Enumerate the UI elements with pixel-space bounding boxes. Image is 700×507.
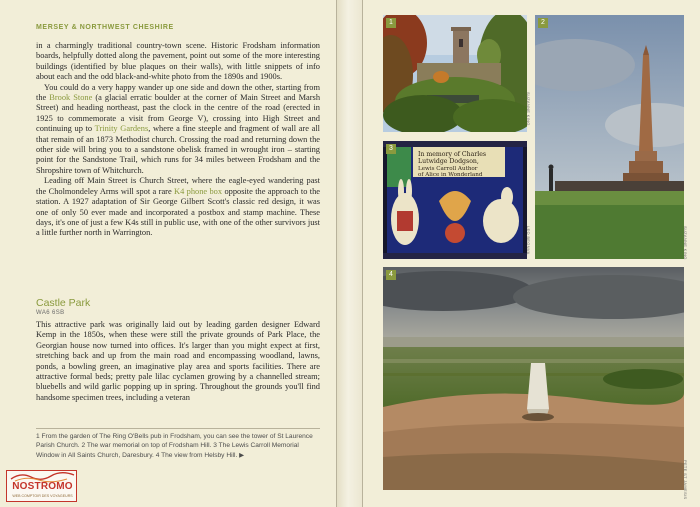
photo-number-badge: 3 [386, 144, 396, 154]
book-gutter [336, 0, 363, 507]
svg-text:Lutwidge Dodgson,: Lutwidge Dodgson, [418, 158, 479, 165]
left-page [0, 0, 336, 507]
section-postcode: WA6 6SB [36, 310, 65, 316]
photo-2-war-memorial [535, 15, 684, 259]
nostromo-logo [6, 470, 77, 502]
highlight-brook-stone: Brook Stone [49, 93, 93, 103]
paragraph-3: Leading off Main Street is Church Street, where the eagle-eyed wandering past the Cholmondeley Arms will spot a rare K4 phone box opposite the approach to the station. A 1927 adaptation of Sir George Gilbert Scott's classic red design, it was one of only 50 ever made and incorporated a postbox and stamp machine. These days, it's one of just a few K4s still in public use, with one of the other survivors just a little further north in Warrington. [36, 176, 320, 238]
photo-1-credit: SUZANNE KING [526, 92, 531, 126]
highlight-trinity-gardens: Trinity Gardens [94, 124, 149, 134]
running-head: MERSEY & NORTHWEST CHESHIRE [36, 24, 174, 31]
section-heading-castle-park: Castle Park [36, 297, 91, 309]
photo-captions: 1 From the garden of The Ring O'Bells pub in Frodsham, you can see the tower of St Laurence Parish Church. 2 The war memorial on top of Frodsham Hill. 3 The Lewis Carroll Memorial Window in All Saints Church, Daresbury. 4 The view from Helsby Hill. ▶ [36, 433, 313, 459]
highlight-k4-phone-box: K4 phone box [174, 186, 223, 196]
svg-text:of Alice in Wonderland: of Alice in Wonderland [418, 172, 483, 178]
logo-subtitle: WEB COMPTOIR DES VOYAGEURS [12, 494, 73, 498]
paragraph-1: in a charmingly traditional country-town scene. Historic Frodsham information boards, helpfully dotted along the pavement, point out some of the more interesting buildings (identified by blue plaques on their walls), with little snippets of info about each and the odd black-and-white photo from the 1890s and 1900s. [36, 41, 320, 82]
photo-4-credit: PETE ST JAMES/S [683, 460, 688, 500]
svg-text:In memory of Charles: In memory of Charles [418, 151, 487, 158]
photo-2-credit: SUZANNE KING [683, 226, 688, 260]
right-page [363, 0, 700, 507]
paragraph-castle-park: This attractive park was originally laid out by leading garden designer Edward Kemp in the 1850s, when these were still the private grounds of Park Place, the Georgian house now turned into offices. It's larger than you might expect at first, stretching back and up from the main road and encompassing woodland, lawns, ponds, a bowling green, an imaginative play area and sports facilities. There are attractive formal beds; pretty pale lilac cyclamen growing by a channelled stream; bluebells and wild garlic popping up in spring. Throughout the grounds you'll find handsome specimen trees, including a veteran [36, 320, 320, 402]
caption-divider [36, 428, 320, 429]
logo-word: NOSTROMO [12, 481, 73, 492]
photo-3-credit: LEO BEGNI/A [526, 226, 531, 255]
svg-text:Lewis Carroll Author: Lewis Carroll Author [418, 166, 478, 172]
photo-3-stained-glass [383, 141, 527, 259]
paragraph-2: You could do a very happy wander up one side and down the other, starting from the Brook Stone (a glacial erratic boulder at the corner of Main Street and Marsh Street) and heading northeast, past the clock in the centre of the road (erected in 1925 to commemorate a visit from George V), crossing into High Street and continuing up to Trinity Gardens, where a fine steeple and fragment of wall are all that remain of an 1873 Methodist church. Crossing the road and returning down the other side will bring you to a sandstone obelisk framed in wrought iron – starting point for the Sandstone Trail, which runs for 34 miles between Frodsham and the Shropshire town of Whitchurch. [36, 82, 321, 175]
photo-1-church-garden [383, 15, 527, 132]
photo-4-helsby-hill [383, 267, 684, 490]
main-text [36, 41, 320, 239]
castle-park-text [36, 320, 320, 403]
photo-number-badge: 2 [538, 18, 548, 28]
photo-number-badge: 4 [386, 270, 396, 280]
photo-number-badge: 1 [386, 18, 396, 28]
